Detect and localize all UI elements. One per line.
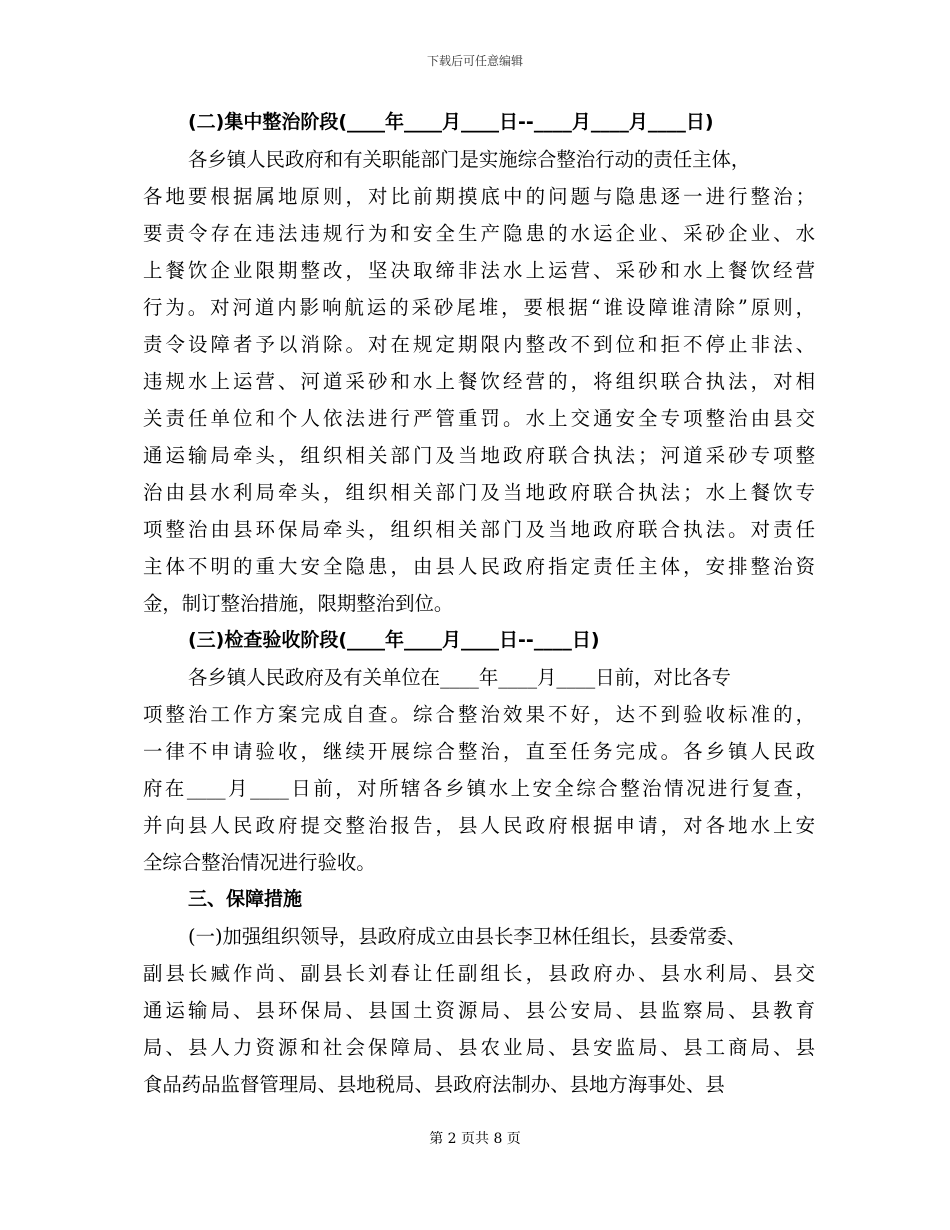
paragraph-line: 关责任单位和个人依法进行严管重罚。水上交通安全专项整治由县交 [143,407,815,430]
paragraph-line: 府在____月____日前，对所辖各乡镇水上安全综合整治情况进行复查， [143,777,815,800]
paragraph-line: 各乡镇人民政府和有关职能部门是实施综合整治行动的责任主体， [188,148,751,171]
paragraph-line: 全综合整治情况进行验收。 [143,851,376,874]
paragraph-line: 上餐饮企业限期整改，坚决取缔非法水上运营、采砂和水上餐饮经营 [143,259,815,282]
paragraph-line: 食品药品监督管理局、县地税局、县政府法制办、县地方海事处、县 [143,1073,725,1096]
paragraph-line: 一律不申请验收，继续开展综合整治，直至任务完成。各乡镇人民政 [143,740,815,763]
page-header: 下载后可任意编辑 [426,54,523,68]
paragraph-line: (一)加强组织领导，县政府成立由县长李卫林任组长，县委常委、 [188,925,747,948]
paragraph-line: 各乡镇人民政府及有关单位在____年____月____日前，对比各专 [188,666,731,689]
paragraph-line: 违规水上运营、河道采砂和水上餐饮经营的，将组织联合执法，对相 [143,370,815,393]
page-footer: 第 2 页共 8 页 [429,1131,521,1147]
paragraph-line: 主体不明的重大安全隐患，由县人民政府指定责任主体，安排整治资 [143,555,815,578]
paragraph-line: 行为。对河道内影响航运的采砂尾堆，要根据“谁设障谁清除”原则， [143,296,815,319]
paragraph-line: 通运输局、县环保局、县国土资源局、县公安局、县监察局、县教育 [143,999,815,1022]
paragraph-line: 并向县人民政府提交整治报告，县人民政府根据申请，对各地水上安 [143,814,815,837]
section-heading: (二)集中整治阶段(____年____月____日--____月____月____日) [188,111,714,133]
document-body [143,104,815,1103]
paragraph-line: 项整治由县环保局牵头，组织相关部门及当地政府联合执法。对责任 [143,518,815,541]
paragraph-line: 通运输局牵头，组织相关部门及当地政府联合执法；河道采砂专项整 [143,444,815,467]
paragraph-line: 各地要根据属地原则，对比前期摸底中的问题与隐患逐一进行整治； [143,185,815,208]
paragraph-line: 治由县水利局牵头，组织相关部门及当地政府联合执法；水上餐饮专 [143,481,815,504]
paragraph-line: 副县长臧作尚、副县长刘春让任副组长，县政府办、县水利局、县交 [143,962,815,985]
section-heading: (三)检查验收阶段(____年____月____日--____日) [188,629,600,651]
paragraph-line: 责令设障者予以消除。对在规定期限内整改不到位和拒不停止非法、 [143,333,815,356]
paragraph-line: 金，制订整治措施，限期整治到位。 [143,592,454,615]
paragraph-line: 局、县人力资源和社会保障局、县农业局、县安监局、县工商局、县 [143,1036,815,1059]
paragraph-line: 项整治工作方案完成自查。综合整治效果不好，达不到验收标准的， [143,703,815,726]
paragraph-line: 要责令存在违法违规行为和安全生产隐患的水运企业、采砂企业、水 [143,222,815,245]
section-heading: 三、保障措施 [188,888,303,910]
